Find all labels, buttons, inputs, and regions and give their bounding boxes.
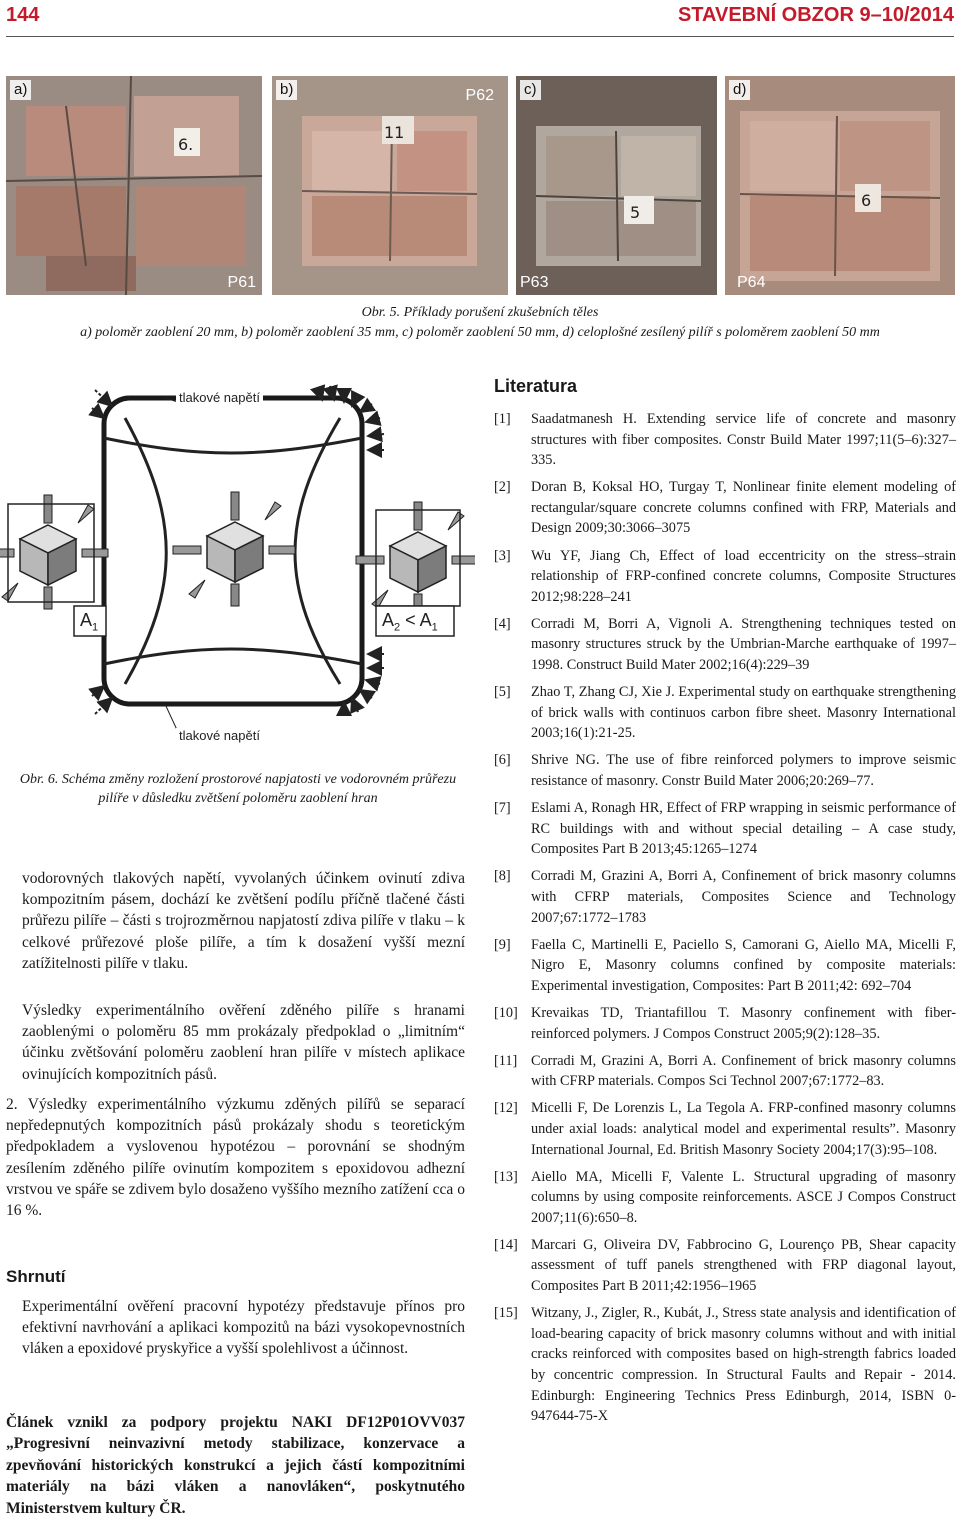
fig5-caption bbox=[6, 303, 954, 343]
reference-item bbox=[494, 750, 956, 791]
reference-item bbox=[494, 546, 956, 608]
fig6-area-a1-sub: 1 bbox=[92, 621, 99, 634]
reference-item bbox=[494, 1167, 956, 1229]
fig6-area-a1 bbox=[80, 610, 98, 634]
fig6-area-a2-sub: 2 bbox=[394, 621, 401, 634]
reference-number: [8] bbox=[494, 868, 511, 885]
fig5-photo-d-image bbox=[725, 76, 955, 295]
fig6-area-a1-sub2: 1 bbox=[431, 621, 438, 634]
reference-text: Doran B, Koksal HO, Turgay T, Nonlinear finite element modeling of rectangular/square concrete columns confined with FRP, Materials and Design 2009;30:3066–3075 bbox=[531, 479, 956, 537]
reference-item bbox=[494, 935, 956, 997]
reference-number: [15] bbox=[494, 1305, 518, 1322]
fig6-caption: Obr. 6. Schéma změny rozložení prostorové napjatosti ve vodorovném průřezu pilíře v důsledku zvětšení poloměru zaoblení hran bbox=[19, 772, 457, 806]
reference-text: Corradi M, Grazini A, Borri A. Confinement of brick masonry columns with CFRP materials. Compos Sci Technol 2007;67:1772–83. bbox=[531, 1052, 956, 1090]
fig6-schematic bbox=[0, 378, 475, 768]
reference-number: [11] bbox=[494, 1052, 518, 1069]
fig6-area-a2-letter: A bbox=[382, 610, 395, 630]
fig5-panel-a-code: P61 bbox=[227, 274, 256, 291]
acknowledgement: Článek vznikl za podpory projektu NAKI DF12P01OVV037 „Progresivní neinvazivní metody stabilizace, konzervace a zpevňování historických konstrukcí a jejich částí kompozitními materiály na bázi vláken a nanovláken“, poskytnutého Ministerstvem kultury ČR. bbox=[6, 1414, 465, 1517]
fig5-panel-b-label: b) bbox=[276, 80, 297, 100]
reference-text: Zhao T, Zhang CJ, Xie J. Experimental study on earthquake strengthening of brick walls with continuos carbon fibre sheet. Masonry International 2003;16(1):21-25. bbox=[531, 684, 956, 742]
reference-item bbox=[494, 1098, 956, 1160]
fig6-label-bottom: tlakové napětí bbox=[176, 728, 263, 743]
reference-item bbox=[494, 477, 956, 539]
header-rule bbox=[6, 36, 954, 37]
reference-item bbox=[494, 409, 956, 471]
fig5-panel-a-label: a) bbox=[10, 80, 31, 100]
fig5-panel-c-label: c) bbox=[520, 80, 541, 100]
body-paragraph-2: Výsledky experimentálního ověření zděného pilíře s hranami zaoblenými o poloměru 85 mm prokázaly předpoklad o „limitním“ účinku zvětšování poloměru zaoblení hran pilíře v místech aplikace ovinujících kompozitních pásů. bbox=[22, 1002, 465, 1083]
reference-text: Faella C, Martinelli E, Paciello S, Camorani G, Aiello MA, Micelli F, Nigro E, Masonry columns confined by composite materials: Experimental investigation, Composites: Part B 2011;42: 692–704 bbox=[531, 936, 956, 994]
page-number: 144 bbox=[6, 4, 40, 26]
journal-title: STAVEBNÍ OBZOR 9–10/2014 bbox=[677, 4, 954, 26]
body-paragraph-3: 2. Výsledky experimentálního výzkumu zděných pilířů se separací nepředepnutých kompozitních pásů prokázaly shodu s teoretickým předpokladem a vyslovenou hypotézou – porovnání se shodným zesílením zděného pilíře ovinutím kompozitem s epoxidovou adhezní vrstvou ve spáře se zdivem bylo dosaženo vyššího mezního zatížení cca o 16 %. bbox=[6, 1096, 465, 1220]
reference-item bbox=[494, 1235, 956, 1297]
reference-number: [7] bbox=[494, 800, 511, 817]
summary-heading: Shrnutí bbox=[6, 1267, 66, 1286]
reference-item bbox=[494, 798, 956, 860]
reference-item bbox=[494, 1003, 956, 1044]
photo-a-marker: 6. bbox=[178, 135, 194, 154]
fig6-area-a2 bbox=[382, 610, 438, 634]
reference-list bbox=[494, 409, 956, 1433]
reference-number: [6] bbox=[494, 752, 511, 769]
fig5-panel-c-code: P63 bbox=[520, 274, 549, 291]
reference-number: [1] bbox=[494, 411, 511, 427]
reference-text: Witzany, J., Zigler, R., Kubát, J., Stress state analysis and identification of load-bearing capacity of brick masonry columns without and with initial cracks reinforced with composites based on high-strength fabrics loaded by concentric compression. In Structural Faults and Repair - 2014. Edinburgh: Engineering Technics Press Edinburgh, 2014, ISBN 0-947644-75-X bbox=[531, 1305, 956, 1425]
reference-number: [9] bbox=[494, 936, 511, 953]
fig5-photo-c bbox=[516, 76, 717, 295]
fig6-diagram bbox=[0, 378, 475, 768]
reference-item bbox=[494, 1303, 956, 1427]
fig5-photo-a-image bbox=[6, 76, 262, 295]
literature-heading: Literatura bbox=[494, 376, 578, 396]
photo-d-marker: 6 bbox=[861, 191, 872, 210]
reference-number: [2] bbox=[494, 479, 511, 496]
reference-text: Eslami A, Ronagh HR, Effect of FRP wrapping in seismic performance of RC buildings with and without special detailing – A case study, Composites Part B 2013;45:1265–1274 bbox=[531, 800, 956, 858]
reference-text: Wu YF, Jiang Ch, Effect of load eccentricity on the stress–strain relationship of FRP-confined concrete columns, Composite Structures 2012;98:228–241 bbox=[531, 547, 956, 605]
fig6-area-compare: < A bbox=[400, 610, 432, 630]
reference-item bbox=[494, 614, 956, 676]
fig5-photo-d bbox=[725, 76, 955, 295]
photo-b-marker: 11 bbox=[384, 123, 405, 142]
reference-text: Micelli F, De Lorenzis L, La Tegola A. FRP-confined masonry columns under axial loads: analytical model and experimental results”. Masonry International Journal, Ed. British Masonry Society 2004;17(3):95–108. bbox=[531, 1100, 956, 1158]
reference-item bbox=[494, 1051, 956, 1092]
fig5-photo-a bbox=[6, 76, 262, 295]
reference-number: [3] bbox=[494, 547, 511, 564]
reference-number: [10] bbox=[494, 1004, 518, 1021]
reference-number: [14] bbox=[494, 1236, 518, 1253]
body-paragraph-1: vodorovných tlakových napětí, vyvolaných účinkem ovinutí zdiva kompozitním pásem, dochází ke zvětšení podílu příčně tlačené části průřezu pilíře – části s trojrozměrnou napjatostí zdiva pilíře v tlaku – k celkové průřezové ploše pilíře, a tím k dosažení vyšší mezní zatížitelnosti pilíře v tlaku. bbox=[22, 870, 465, 972]
reference-text: Saadatmanesh H. Extending service life of concrete and masonry structures with fiber composites. Constr Build Mater 1997;11(5–6):327–335. bbox=[531, 411, 956, 469]
reference-text: Marcari G, Oliveira DV, Fabbrocino G, Lourenço PB, Shear capacity assessment of tuff panels strengthened with FRP diagonal layout, Composites Part B 2011;42:1956–1965 bbox=[531, 1236, 956, 1295]
reference-text: Aiello MA, Micelli F, Valente L. Structural upgrading of masonry columns by using composite reinforcements. ASCE J Compos Construct 2007;11(6):650–8. bbox=[531, 1168, 956, 1226]
fig5-caption-detail: a) poloměr zaoblení 20 mm, b) poloměr zaoblení 35 mm, c) poloměr zaoblení 50 mm, d) celoplošné zesílený pilíř s poloměrem zaoblení 50 mm bbox=[80, 325, 880, 340]
reference-item bbox=[494, 866, 956, 928]
fig5-caption-title: Obr. 5. Příklady porušení zkušebních těles bbox=[361, 305, 599, 320]
reference-text: Corradi M, Borri A, Vignoli A. Strengthening techniques tested on masonry structures struck by the Umbrian-Marche earthquake of 1997–1998. Construct Build Mater 2002;16(4):229–39 bbox=[531, 615, 956, 674]
reference-text: Krevaikas TD, Triantafillou T. Masonry confinement with fiber-reinforced polymers. J Compos Construct 2005;9(2):128–35. bbox=[531, 1004, 956, 1042]
fig5-photo-c-image bbox=[516, 76, 717, 295]
photo-c-marker: 5 bbox=[630, 203, 641, 222]
reference-number: [13] bbox=[494, 1168, 518, 1185]
reference-item bbox=[494, 682, 956, 744]
fig6-label-top: tlakové napětí bbox=[176, 390, 263, 405]
reference-number: [12] bbox=[494, 1100, 518, 1117]
reference-text: Shrive NG. The use of fibre reinforced polymers to improve seismic resistance of masonry. Constr Build Mater 2006;20:269–77. bbox=[531, 752, 956, 789]
reference-text: Corradi M, Grazini A, Borri A, Confinement of brick masonry columns with CFRP materials, Composites Science and Technology 2007;67:1772–1783 bbox=[531, 868, 956, 926]
fig5-panel-d-label: d) bbox=[729, 80, 750, 100]
fig5-photo-b-image bbox=[272, 76, 508, 295]
fig5-photo-b bbox=[272, 76, 508, 295]
summary-paragraph: Experimentální ověření pracovní hypotézy představuje přínos pro efektivní navrhování a aplikaci kompozitů na bázi vysokopevnostních vláken a epoxidové pryskyřice a vyšší spolehlivost a účinnost. bbox=[22, 1298, 465, 1358]
fig5-panel-b-code: P62 bbox=[465, 87, 494, 104]
reference-number: [4] bbox=[494, 615, 511, 632]
reference-number: [5] bbox=[494, 684, 511, 701]
fig6-area-a1-letter: A bbox=[80, 610, 93, 630]
page-header bbox=[6, 4, 954, 34]
fig5-panel-d-code: P64 bbox=[737, 274, 766, 291]
